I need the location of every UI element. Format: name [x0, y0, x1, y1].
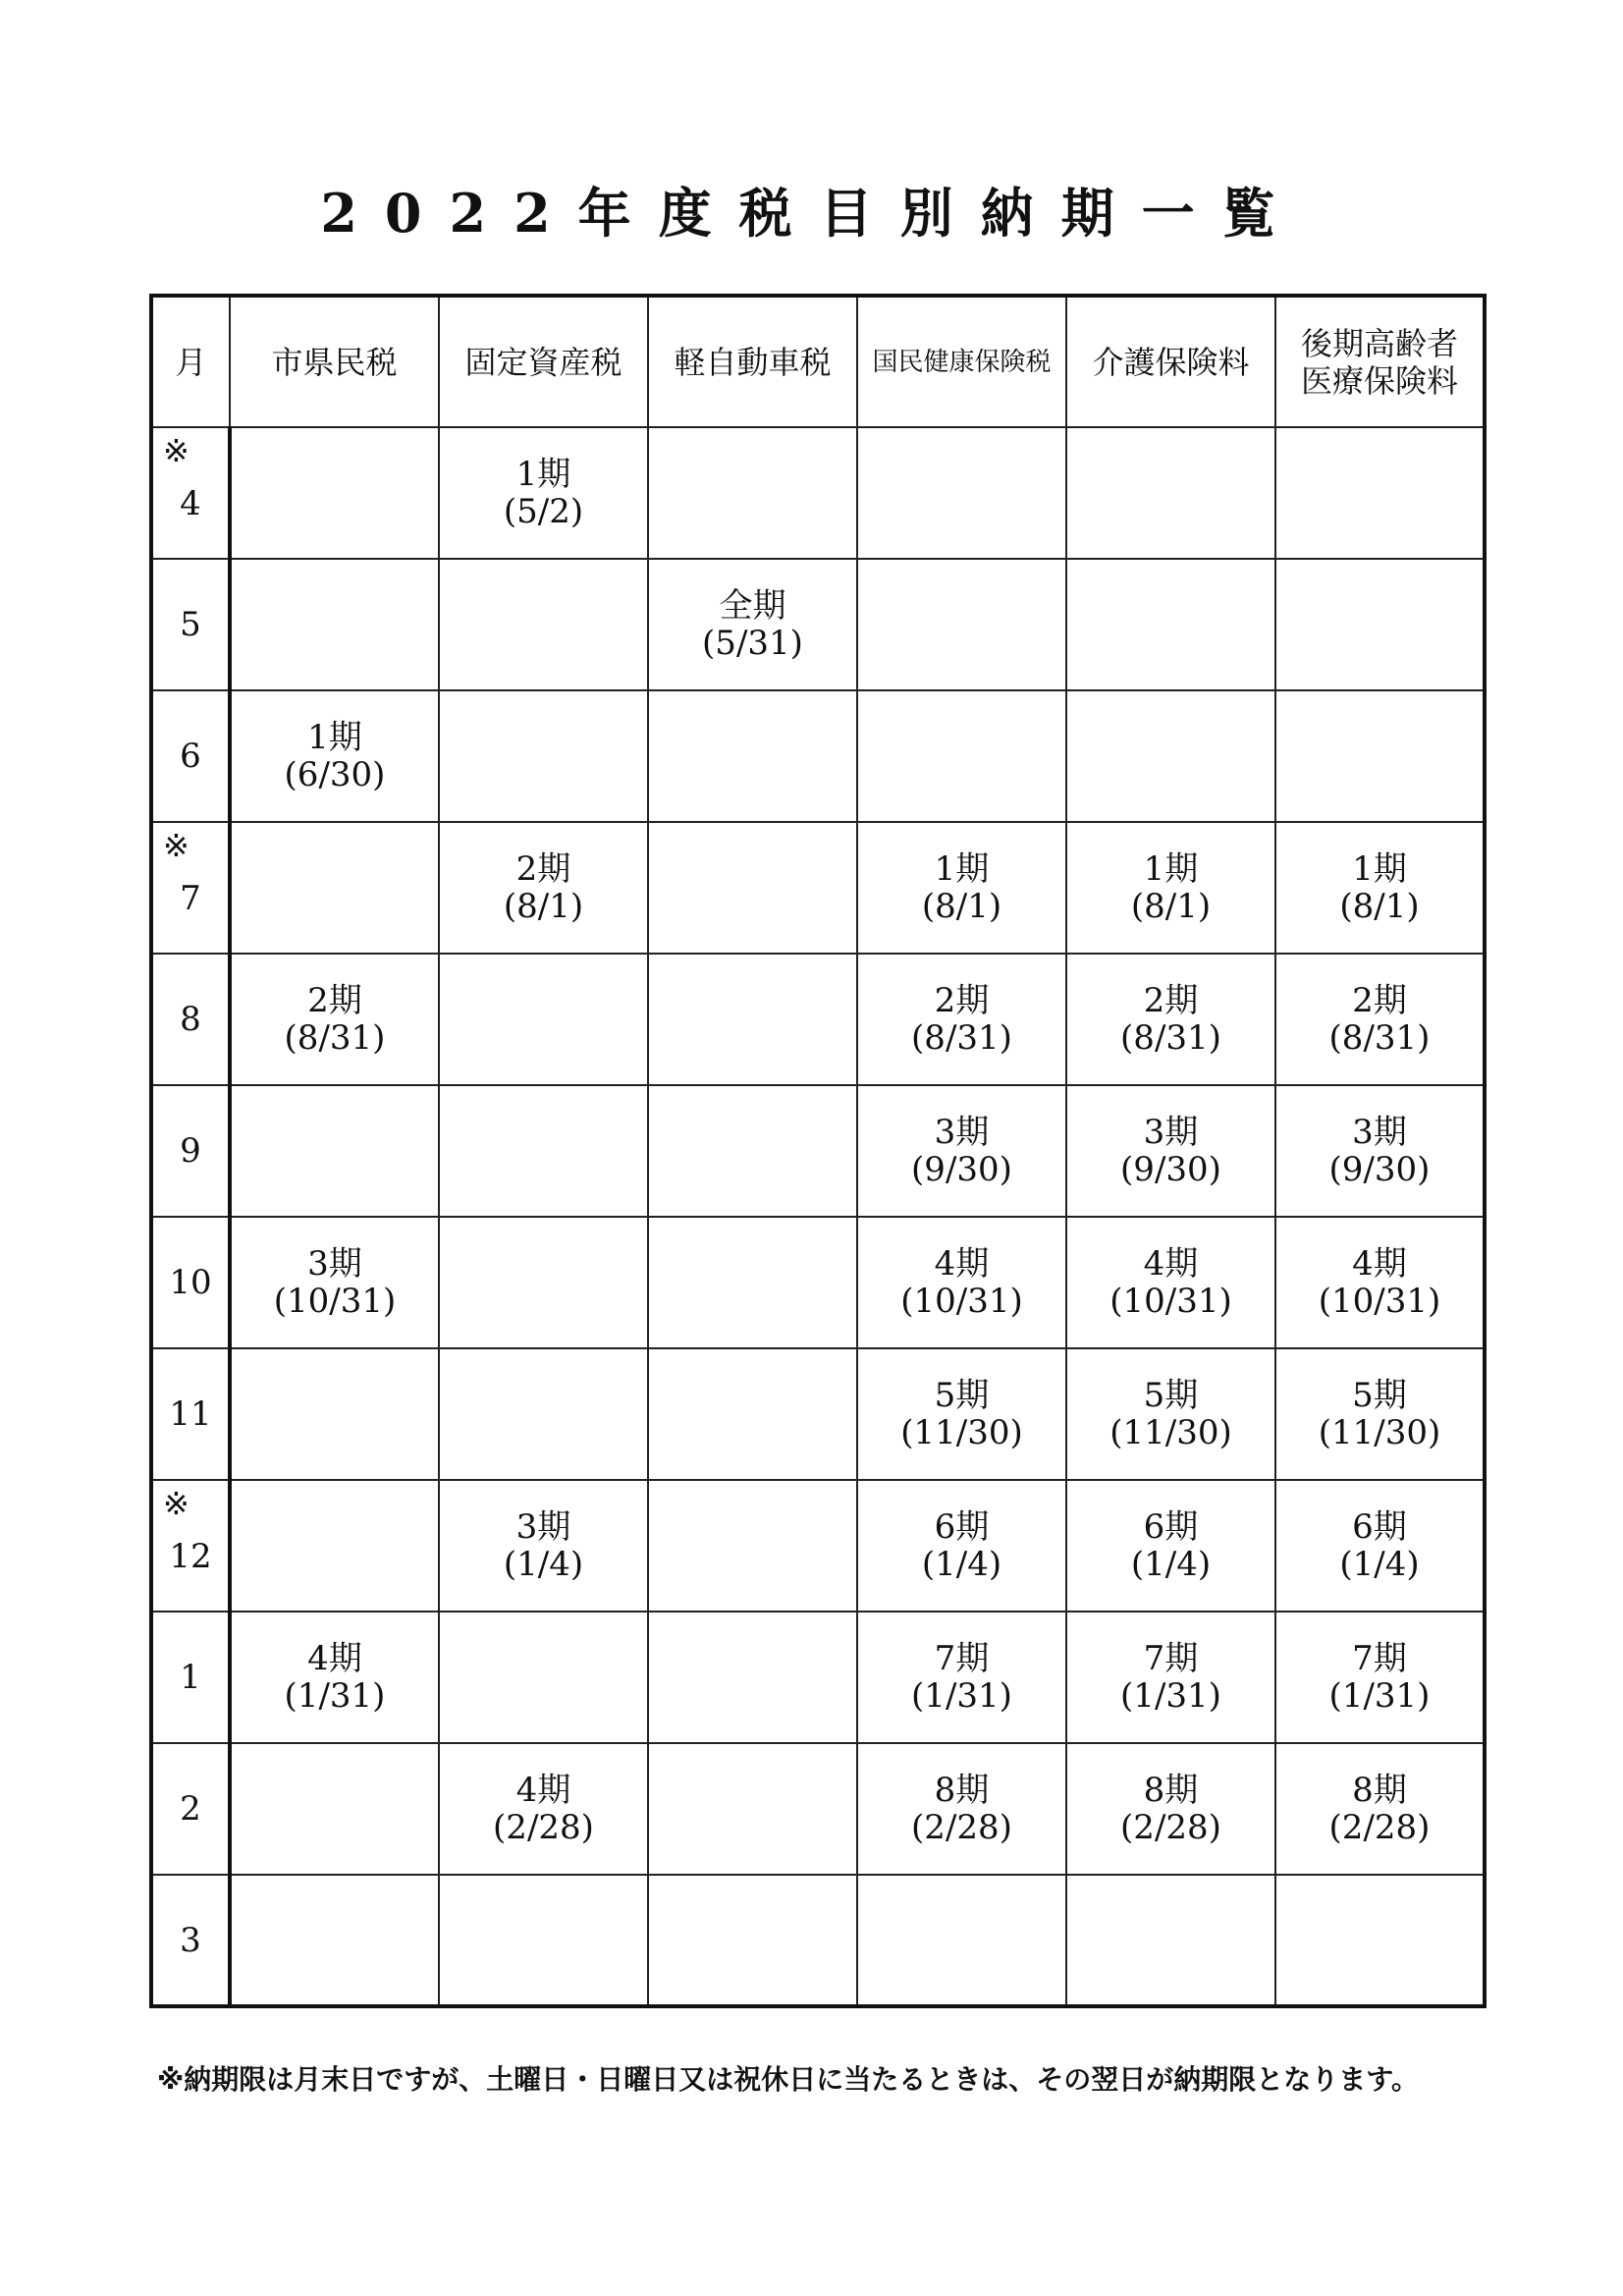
table-row	[151, 1480, 1485, 1612]
schedule-cell	[1275, 1875, 1485, 2006]
schedule-cell	[1275, 822, 1485, 954]
installment-period: 7期	[1143, 1639, 1199, 1678]
schedule-cell	[230, 1743, 439, 1875]
month-value: 8	[180, 1000, 201, 1039]
due-date: (8/1)	[1339, 887, 1420, 926]
schedule-cell	[857, 1348, 1066, 1480]
schedule-cell	[439, 1480, 648, 1612]
schedule-cell	[230, 954, 439, 1085]
schedule-cell	[1066, 427, 1275, 559]
schedule-cell	[857, 1480, 1066, 1612]
schedule-cell	[648, 1480, 857, 1612]
schedule-cell	[857, 690, 1066, 822]
installment-period: 全期	[719, 586, 786, 626]
due-date: (10/31)	[900, 1282, 1023, 1321]
due-date: (9/30)	[1328, 1150, 1431, 1189]
due-date: (1/4)	[1339, 1545, 1420, 1584]
schedule-cell	[230, 427, 439, 559]
schedule-cell	[648, 954, 857, 1085]
schedule-cell	[439, 1612, 648, 1743]
month-value: 4	[180, 484, 201, 523]
due-date: (9/30)	[911, 1150, 1012, 1189]
installment-period: 4期	[307, 1639, 362, 1678]
installment-period: 4期	[934, 1244, 990, 1284]
installment-period: 5期	[934, 1376, 990, 1415]
schedule-cell	[648, 1875, 857, 2006]
installment-period: 3期	[307, 1244, 362, 1284]
schedule-cell	[1066, 1612, 1275, 1743]
installment-period: 6期	[934, 1507, 990, 1547]
installment-period: 5期	[1143, 1376, 1199, 1415]
header-nursing-care-insurance: 介護保険料	[1066, 296, 1275, 427]
schedule-cell	[439, 1085, 648, 1217]
schedule-cell	[1275, 1480, 1485, 1612]
installment-period: 8期	[1143, 1771, 1199, 1810]
month-cell	[151, 1743, 230, 1875]
month-value: 5	[180, 605, 201, 644]
installment-period: 5期	[1352, 1376, 1407, 1415]
month-value: 1	[180, 1658, 201, 1697]
month-cell	[151, 1085, 230, 1217]
schedule-cell	[230, 1875, 439, 2006]
month-cell	[151, 1612, 230, 1743]
schedule-cell	[1275, 1348, 1485, 1480]
installment-period: 3期	[515, 1507, 571, 1547]
month-cell	[151, 1480, 230, 1612]
month-value: 12	[169, 1537, 212, 1576]
due-date: (2/28)	[493, 1808, 594, 1847]
table-row	[151, 1612, 1485, 1743]
due-date: (2/28)	[1120, 1808, 1221, 1847]
schedule-cell	[648, 690, 857, 822]
due-date: (8/1)	[1130, 887, 1212, 926]
month-cell	[151, 1875, 230, 2006]
schedule-cell	[1066, 1348, 1275, 1480]
installment-period: 1期	[1352, 849, 1407, 889]
due-date: (11/30)	[1318, 1413, 1441, 1452]
header-national-health-insurance-tax: 国民健康保険税	[857, 296, 1066, 427]
schedule-cell	[439, 427, 648, 559]
due-date: (1/31)	[1328, 1676, 1431, 1716]
due-date: (8/1)	[503, 887, 584, 926]
installment-period: 4期	[1143, 1244, 1199, 1284]
schedule-cell	[439, 1348, 648, 1480]
header-resident-tax: 市県民税	[230, 296, 439, 427]
due-date: (5/31)	[702, 624, 803, 663]
table-row	[151, 1348, 1485, 1480]
schedule-cell	[857, 1743, 1066, 1875]
due-date: (8/31)	[911, 1018, 1012, 1058]
schedule-cell	[439, 1875, 648, 2006]
month-value: 2	[180, 1789, 201, 1829]
due-date: (11/30)	[1109, 1413, 1232, 1452]
schedule-cell	[1275, 427, 1485, 559]
schedule-cell	[1275, 954, 1485, 1085]
tax-schedule-table	[149, 294, 1487, 2008]
month-value: 3	[180, 1920, 201, 1960]
installment-period: 3期	[1143, 1113, 1199, 1152]
schedule-cell	[648, 559, 857, 690]
due-date: (10/31)	[1109, 1282, 1232, 1321]
schedule-cell	[1275, 1743, 1485, 1875]
schedule-cell	[230, 559, 439, 690]
schedule-cell	[230, 1480, 439, 1612]
installment-period: 3期	[934, 1113, 990, 1152]
month-cell	[151, 690, 230, 822]
installment-period: 6期	[1352, 1507, 1407, 1547]
schedule-cell	[857, 954, 1066, 1085]
table-row	[151, 1085, 1485, 1217]
due-date: (9/30)	[1120, 1150, 1221, 1189]
due-date: (1/4)	[921, 1545, 1002, 1584]
due-date: (11/30)	[900, 1413, 1023, 1452]
installment-period: 8期	[934, 1771, 990, 1810]
schedule-cell	[648, 1743, 857, 1875]
schedule-cell	[230, 1217, 439, 1348]
due-date: (6/30)	[284, 755, 386, 794]
due-date: (1/31)	[284, 1676, 386, 1716]
table-row	[151, 690, 1485, 822]
schedule-cell	[857, 1217, 1066, 1348]
schedule-cell	[1066, 559, 1275, 690]
schedule-cell	[230, 1348, 439, 1480]
installment-period: 2期	[307, 981, 362, 1020]
schedule-cell	[857, 1085, 1066, 1217]
schedule-cell	[1066, 954, 1275, 1085]
schedule-cell	[439, 1217, 648, 1348]
due-date: (8/31)	[1328, 1018, 1431, 1058]
header-row	[151, 296, 1485, 427]
table-row	[151, 559, 1485, 690]
schedule-cell	[1066, 1085, 1275, 1217]
month-value: 10	[169, 1263, 212, 1302]
due-date: (1/4)	[503, 1545, 584, 1584]
due-date: (1/4)	[1130, 1545, 1212, 1584]
month-cell	[151, 954, 230, 1085]
due-date: (2/28)	[911, 1808, 1012, 1847]
due-date: (10/31)	[1318, 1282, 1441, 1321]
asterisk-mark: ※	[163, 432, 189, 469]
month-cell	[151, 427, 230, 559]
schedule-cell	[439, 690, 648, 822]
schedule-cell	[439, 1743, 648, 1875]
due-date: (1/31)	[1120, 1676, 1221, 1716]
due-date: (1/31)	[911, 1676, 1012, 1716]
installment-period: 1期	[307, 718, 362, 757]
schedule-cell	[1275, 1217, 1485, 1348]
header-property-tax: 固定資産税	[439, 296, 648, 427]
schedule-cell	[857, 822, 1066, 954]
month-value: 7	[180, 879, 201, 918]
schedule-cell	[648, 427, 857, 559]
table-row	[151, 1743, 1485, 1875]
table-row	[151, 1875, 1485, 2006]
schedule-cell	[230, 1085, 439, 1217]
header-elderly-medical-insurance: 後期高齢者 医療保険料	[1275, 296, 1485, 427]
schedule-cell	[648, 822, 857, 954]
schedule-cell	[857, 427, 1066, 559]
month-value: 6	[180, 737, 201, 776]
schedule-cell	[230, 822, 439, 954]
installment-period: 1期	[934, 849, 990, 889]
month-cell	[151, 559, 230, 690]
schedule-cell	[1066, 1480, 1275, 1612]
installment-period: 2期	[1352, 981, 1407, 1020]
schedule-cell	[857, 1875, 1066, 2006]
installment-period: 6期	[1143, 1507, 1199, 1547]
schedule-cell	[857, 559, 1066, 690]
schedule-cell	[1066, 822, 1275, 954]
schedule-cell	[439, 559, 648, 690]
installment-period: 1期	[1143, 849, 1199, 889]
schedule-cell	[1275, 1085, 1485, 1217]
schedule-cell	[1275, 690, 1485, 822]
schedule-cell	[648, 1217, 857, 1348]
table-row	[151, 427, 1485, 559]
schedule-cell	[1275, 1612, 1485, 1743]
installment-period: 2期	[934, 981, 990, 1020]
installment-period: 8期	[1352, 1771, 1407, 1810]
schedule-cell	[230, 690, 439, 822]
due-date: (5/2)	[503, 492, 584, 531]
footnote: ※納期限は月末日ですが、土曜日・日曜日又は祝休日に当たるときは、その翌日が納期限となります。	[157, 2063, 1419, 2096]
due-date: (8/31)	[1120, 1018, 1221, 1058]
schedule-cell	[439, 954, 648, 1085]
month-cell	[151, 1217, 230, 1348]
schedule-cell	[857, 1612, 1066, 1743]
installment-period: 7期	[1352, 1639, 1407, 1678]
schedule-cell	[230, 1612, 439, 1743]
month-value: 9	[180, 1131, 201, 1171]
schedule-cell	[1066, 1875, 1275, 2006]
schedule-cell	[439, 822, 648, 954]
due-date: (8/1)	[921, 887, 1002, 926]
installment-period: 4期	[1352, 1244, 1407, 1284]
due-date: (10/31)	[273, 1282, 397, 1321]
table-row	[151, 822, 1485, 954]
due-date: (8/31)	[284, 1018, 386, 1058]
table-row	[151, 1217, 1485, 1348]
header-light-vehicle-tax: 軽自動車税	[648, 296, 857, 427]
due-date: (2/28)	[1328, 1808, 1431, 1847]
table-row	[151, 954, 1485, 1085]
asterisk-mark: ※	[163, 1485, 189, 1522]
installment-period: 2期	[1143, 981, 1199, 1020]
page-title: 2022年度税目別納期一覧	[320, 182, 1303, 245]
installment-period: 1期	[515, 455, 571, 494]
schedule-cell	[1066, 690, 1275, 822]
schedule-cell	[648, 1612, 857, 1743]
installment-period: 2期	[515, 849, 571, 889]
installment-period: 4期	[515, 1771, 571, 1810]
month-value: 11	[169, 1394, 212, 1434]
installment-period: 7期	[934, 1639, 990, 1678]
schedule-cell	[648, 1348, 857, 1480]
header-month: 月	[151, 296, 230, 427]
schedule-cell	[648, 1085, 857, 1217]
month-cell	[151, 822, 230, 954]
installment-period: 3期	[1352, 1113, 1407, 1152]
schedule-cell	[1066, 1217, 1275, 1348]
schedule-cell	[1066, 1743, 1275, 1875]
schedule-cell	[1275, 559, 1485, 690]
asterisk-mark: ※	[163, 827, 189, 864]
month-cell	[151, 1348, 230, 1480]
